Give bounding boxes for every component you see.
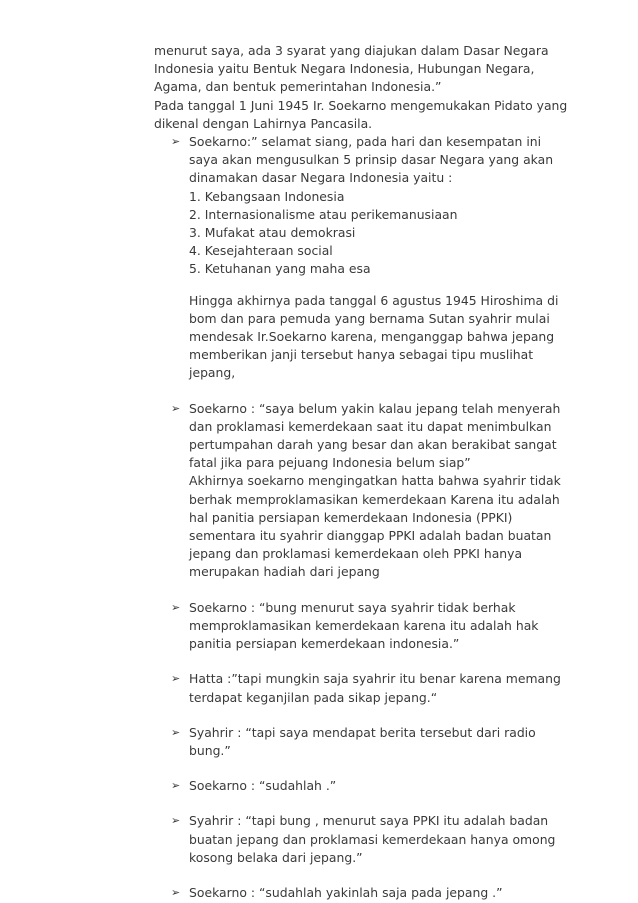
bullet-line: bung.” bbox=[189, 742, 231, 758]
list-item: 3. Mufakat atau demokrasi bbox=[189, 225, 356, 241]
intro-line: Pada tanggal 1 Juni 1945 Ir. Soekarno mengemukakan Pidato yang bbox=[154, 97, 568, 113]
list-item: 1. Kebangsaan Indonesia bbox=[189, 188, 345, 204]
bullet-line: fatal jika para pejuang Indonesia belum siap” bbox=[189, 455, 471, 471]
bullet-item-hatta bbox=[154, 670, 574, 706]
intro-paragraph bbox=[154, 42, 574, 133]
arrow-bullet-icon: ➢ bbox=[171, 401, 181, 415]
bullet-line: buatan jepang dan proklamasi kemerdekaan hanya omong bbox=[189, 831, 556, 847]
intro-line: dikenal dengan Lahirnya Pancasila. bbox=[154, 115, 373, 131]
bullet-line: merupakan hadiah dari jepang bbox=[189, 564, 380, 580]
intro-line: Agama, dan bentuk pemerintahan Indonesia.” bbox=[154, 79, 442, 95]
bullet-item-soekarno-ppki bbox=[154, 599, 574, 654]
bullet-line: Syahrir : “tapi bung , menurut saya PPKI itu adalah badan bbox=[189, 813, 549, 829]
bullet-item-soekarno-sudahlah bbox=[154, 777, 574, 795]
bullet-line: pertumpahan darah yang besar dan akan berakibat sangat bbox=[189, 437, 557, 453]
continuation-line: memberikan janji tersebut hanya sebagai tipu muslihat bbox=[189, 347, 534, 363]
arrow-bullet-icon: ➢ bbox=[171, 600, 181, 614]
bullet-item-syahrir-radio bbox=[154, 724, 574, 760]
bullet-line: memproklamasikan kemerdekaan karena itu adalah hak bbox=[189, 617, 539, 633]
bullet-item-syahrir-ppki bbox=[154, 812, 574, 867]
list-item: 5. Ketuhanan yang maha esa bbox=[189, 261, 371, 277]
bullet-line: hal panitia persiapan kemerdekaan Indonesia (PPKI) bbox=[189, 509, 513, 525]
bullet-line: jepang dan proklamasi kemerdekaan oleh PPKI hanya bbox=[189, 546, 523, 562]
arrow-bullet-icon: ➢ bbox=[171, 135, 181, 149]
bullet-line: kosong belaka dari jepang.” bbox=[189, 849, 363, 865]
arrow-bullet-icon: ➢ bbox=[171, 672, 181, 686]
bullet-line: Soekarno : “bung menurut saya syahrir tidak berhak bbox=[189, 599, 516, 615]
bullet-line: Soekarno : “sudahlah .” bbox=[189, 778, 337, 794]
bullet-line: terdapat keganjilan pada sikap jepang.“ bbox=[189, 689, 438, 705]
continuation-line: Hingga akhirnya pada tanggal 6 agustus 1945 Hiroshima di bbox=[189, 292, 559, 308]
bullet-line: sementara itu syahrir dianggap PPKI adalah badan buatan bbox=[189, 528, 552, 544]
continuation-line: jepang, bbox=[189, 365, 236, 381]
continuation-line: mendesak Ir.Soekarno karena, menganggap bahwa jepang bbox=[189, 329, 555, 345]
bullet-line: berhak memproklamasikan kemerdekaan Karena itu adalah bbox=[189, 491, 560, 507]
continuation-line: bom dan para pemuda yang bernama Sutan syahrir mulai bbox=[189, 310, 550, 326]
arrow-bullet-icon: ➢ bbox=[171, 725, 181, 739]
bullet-line: Akhirnya soekarno mengingatkan hatta bahwa syahrir tidak bbox=[189, 473, 561, 489]
intro-line: Indonesia yaitu Bentuk Negara Indonesia, Hubungan Negara, bbox=[154, 61, 535, 77]
bullet-line: Hatta :”tapi mungkin saja syahrir itu benar karena memang bbox=[189, 671, 561, 687]
bullet-line: dinamakan dasar Negara Indonesia yaitu : bbox=[189, 170, 453, 186]
bullet-item-soekarno-final bbox=[154, 884, 574, 902]
bullet-line: saya akan mengusulkan 5 prinsip dasar Negara yang akan bbox=[189, 152, 554, 168]
bullet-item-soekarno-proposal bbox=[154, 133, 574, 383]
bullet-item-soekarno-doubt bbox=[154, 400, 574, 582]
bullet-line: panitia persiapan kemerdekaan indonesia.” bbox=[189, 636, 460, 652]
bullet-line: Soekarno:” selamat siang, pada hari dan kesempatan ini bbox=[189, 134, 542, 150]
arrow-bullet-icon: ➢ bbox=[171, 885, 181, 899]
list-item: 2. Internasionalisme atau perikemanusiaan bbox=[189, 206, 458, 222]
intro-line: menurut saya, ada 3 syarat yang diajukan dalam Dasar Negara bbox=[154, 43, 549, 58]
arrow-bullet-icon: ➢ bbox=[171, 779, 181, 793]
list-item: 4. Kesejahteraan social bbox=[189, 243, 333, 259]
bullet-line: Soekarno : “sudahlah yakinlah saja pada jepang .” bbox=[189, 884, 503, 900]
document-page bbox=[154, 42, 574, 902]
bullet-line: Soekarno : “saya belum yakin kalau jepang telah menyerah bbox=[189, 400, 561, 416]
bullet-line: dan proklamasi kemerdekaan saat itu dapat menimbulkan bbox=[189, 418, 552, 434]
arrow-bullet-icon: ➢ bbox=[171, 814, 181, 828]
bullet-line: Syahrir : “tapi saya mendapat berita tersebut dari radio bbox=[189, 724, 536, 740]
